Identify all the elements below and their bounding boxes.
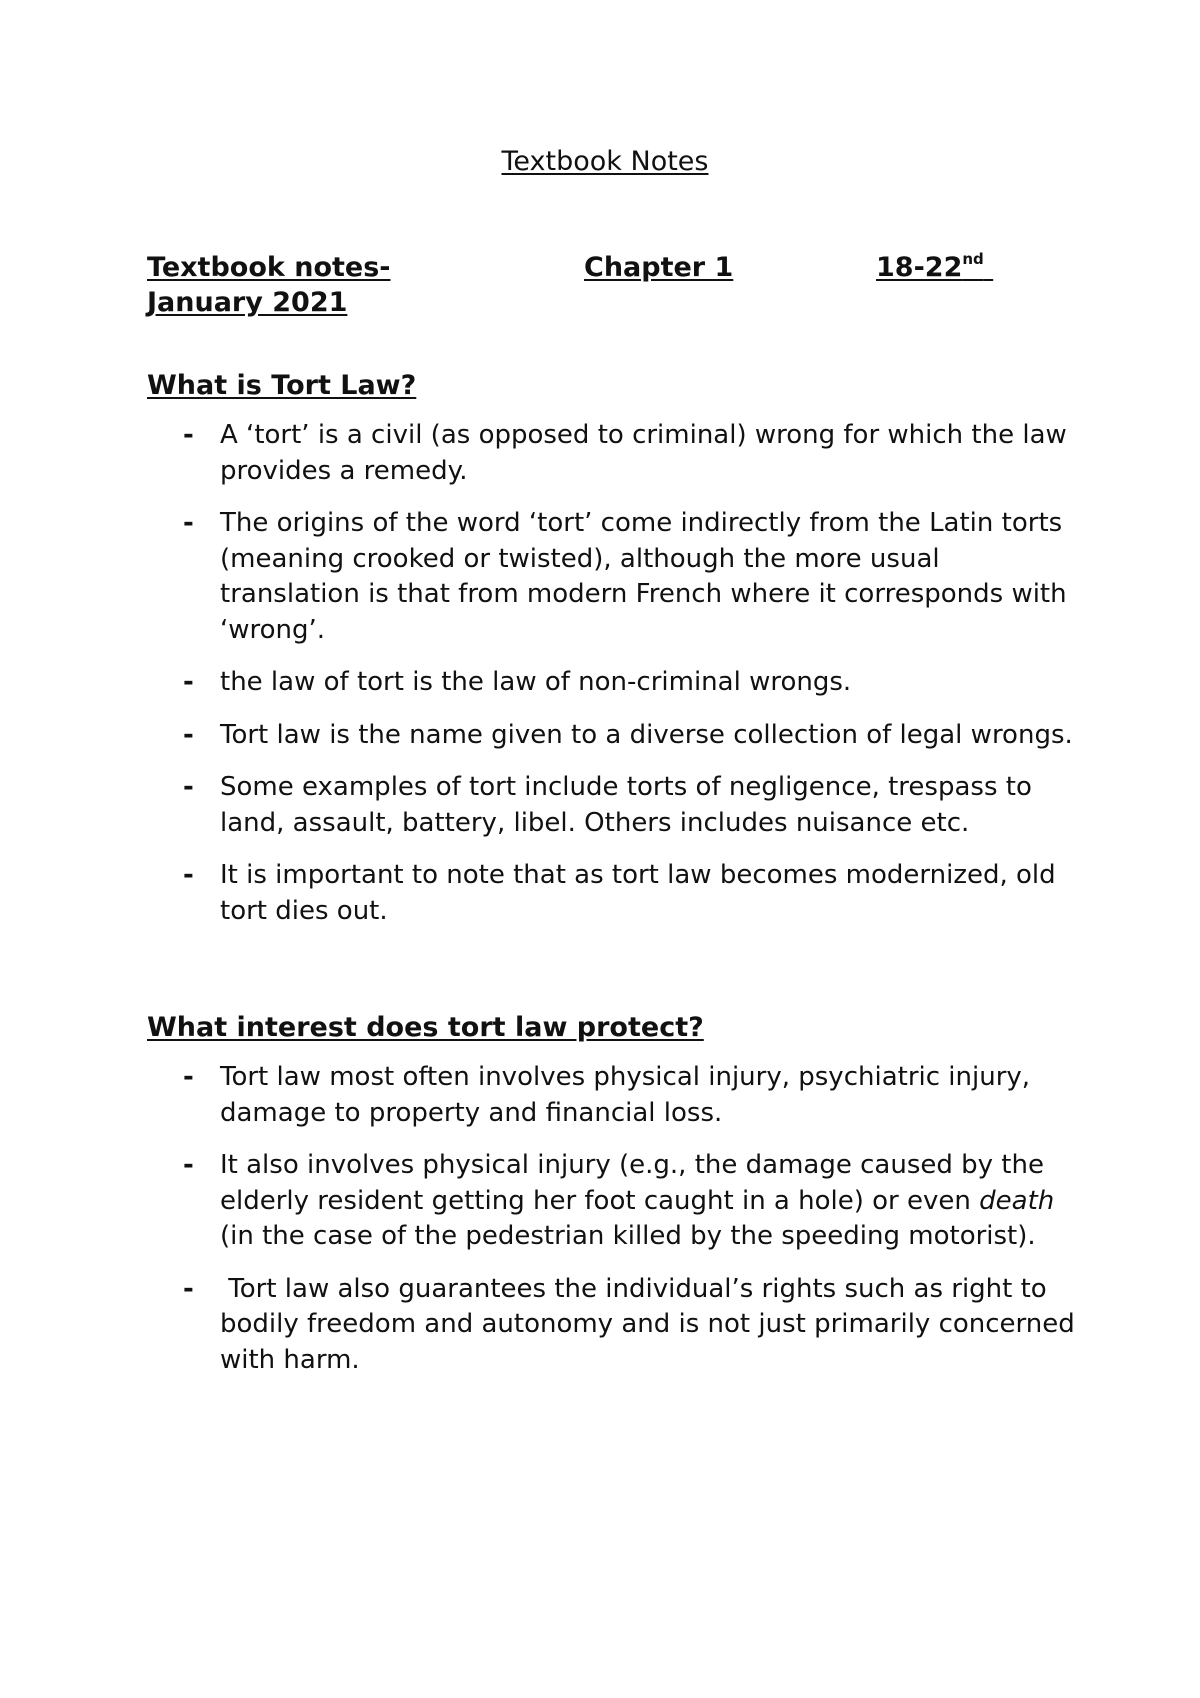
list-item bbox=[147, 506, 1077, 648]
bullet-dash: - bbox=[183, 719, 194, 750]
bullet-text: A ‘tort’ is a civil (as opposed to criminal) wrong for which the law provides a remedy. bbox=[220, 420, 1067, 486]
list-item bbox=[147, 770, 1077, 841]
bullet-text-before: It also involves physical injury (e.g., the damage caused by the elderly resident getting her foot caught in a hole) or even bbox=[220, 1150, 1044, 1216]
meta-date-suffix: nd bbox=[962, 250, 984, 268]
section-heading-what-is-tort-law: What is Tort Law? bbox=[147, 370, 417, 401]
bullet-dash: - bbox=[183, 508, 194, 538]
bullet-text-emphasis: death bbox=[979, 1185, 1055, 1216]
list-item bbox=[147, 1148, 1077, 1255]
bullet-text: It is important to note that as tort law becomes modernized, old tort dies out. bbox=[220, 860, 1056, 926]
section-heading-tort-interests: What interest does tort law protect? bbox=[147, 1012, 704, 1043]
bullet-text: Tort law most often involves physical injury, psychiatric injury, damage to property and financial loss. bbox=[220, 1062, 1031, 1128]
meta-date-line2: January 2021 bbox=[147, 287, 348, 318]
bullet-dash: - bbox=[183, 667, 194, 697]
list-item bbox=[147, 1272, 1084, 1379]
bullet-dash: - bbox=[183, 772, 194, 802]
list-item bbox=[147, 718, 1077, 754]
bullet-dash: - bbox=[183, 860, 194, 890]
document-title: Textbook Notes bbox=[501, 146, 709, 177]
list-item bbox=[147, 1060, 1077, 1131]
list-item bbox=[147, 418, 1077, 489]
bullet-text: Tort law also guarantees the individual’s rights such as right to bodily freedom and autonomy and is not just primarily concerned with harm. bbox=[220, 1273, 1084, 1375]
list-item bbox=[147, 858, 1077, 929]
bullet-text: Some examples of tort include torts of negligence, trespass to land, assault, battery, libel. Others includes nuisance etc. bbox=[220, 772, 1032, 838]
bullet-dash: - bbox=[183, 420, 194, 450]
meta-chapter: Chapter 1 bbox=[584, 252, 734, 283]
meta-date-prefix: 18-22 bbox=[876, 252, 963, 283]
bullet-text: The origins of the word ‘tort’ come indirectly from the Latin torts (meaning crooked or twisted), although the more usual translation is that from modern French where it corresponds with ‘wrong’. bbox=[220, 508, 1067, 645]
meta-date bbox=[876, 250, 993, 285]
bullet-dash: - bbox=[183, 1150, 194, 1180]
bullet-text: the law of tort is the law of non-criminal wrongs. bbox=[220, 667, 852, 697]
bullet-text: Tort law is the name given to a diverse collection of legal wrongs. bbox=[220, 719, 1073, 750]
notes-meta-line bbox=[147, 250, 1027, 320]
bullet-list-tort-law bbox=[147, 418, 1077, 946]
bullet-text-after: (in the case of the pedestrian killed by the speeding motorist). bbox=[220, 1221, 1036, 1251]
bullet-dash: - bbox=[183, 1273, 194, 1304]
meta-label: Textbook notes- bbox=[147, 252, 391, 283]
meta-row bbox=[147, 250, 1027, 285]
bullet-dash: - bbox=[183, 1062, 194, 1092]
list-item bbox=[147, 665, 1077, 701]
bullet-list-tort-interests bbox=[147, 1060, 1084, 1395]
